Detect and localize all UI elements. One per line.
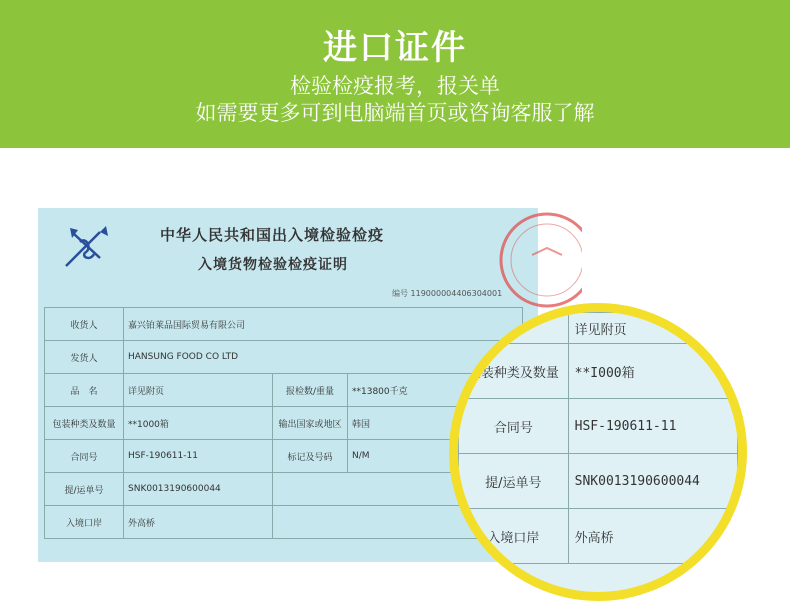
document-serial: 编号 119000004406304001	[392, 289, 503, 298]
quantity-value: **13800千克	[348, 374, 523, 407]
document-header-line2: 入境货物检验检疫证明	[198, 257, 348, 273]
zoom-label: 包装种类及数量	[459, 344, 569, 399]
zoom-value: **I000箱	[568, 344, 737, 399]
marks-label: 标记及号码	[273, 440, 348, 473]
consignor-label: 发货人	[45, 341, 124, 374]
bill-label: 提/运单号	[45, 473, 124, 506]
banner-subtitle: 检验检疫报考，报关单	[290, 74, 500, 98]
contract-label: 合同号	[45, 440, 124, 473]
product-value: 详见附页	[124, 374, 273, 407]
magnified-table	[458, 312, 738, 564]
product-label: 品 名	[45, 374, 124, 407]
quantity-label: 报检数/重量	[273, 374, 348, 407]
zoom-label: 提/运单号	[459, 454, 569, 509]
consignee-label: 收货人	[45, 308, 124, 341]
zoom-value: HSF-190611-11	[568, 399, 737, 454]
origin-label: 输出国家或地区	[273, 407, 348, 440]
port-value: 外高桥	[124, 506, 273, 539]
port-label: 入境口岸	[45, 506, 124, 539]
packing-value: **1000箱	[124, 407, 273, 440]
origin-value: 韩国	[348, 407, 523, 440]
banner-title: 进口证件	[323, 28, 467, 68]
banner-note: 如需要更多可到电脑端首页或咨询客服了解	[195, 101, 595, 125]
zoom-value: 详见附页	[568, 313, 737, 344]
packing-label: 包装种类及数量	[45, 407, 124, 440]
marks-value: N/M	[348, 440, 523, 473]
zoom-value: 外高桥	[568, 509, 737, 564]
bill-value: SNK0013190600044	[124, 473, 273, 506]
zoom-label: 名	[459, 313, 569, 344]
customs-emblem-icon	[60, 224, 124, 270]
contract-value: HSF-190611-11	[124, 440, 273, 473]
consignee-value: 嘉兴铂莱品国际贸易有限公司	[124, 308, 523, 341]
zoom-value: SNK0013190600044	[568, 454, 737, 509]
header-banner	[0, 0, 790, 148]
document-header-line1: 中华人民共和国出入境检验检疫	[160, 226, 385, 244]
magnifier-lens	[449, 303, 747, 601]
consignor-value: HANSUNG FOOD CO LTD	[124, 341, 523, 374]
zoom-label: 合同号	[459, 399, 569, 454]
zoom-label: 入境口岸	[459, 509, 569, 564]
